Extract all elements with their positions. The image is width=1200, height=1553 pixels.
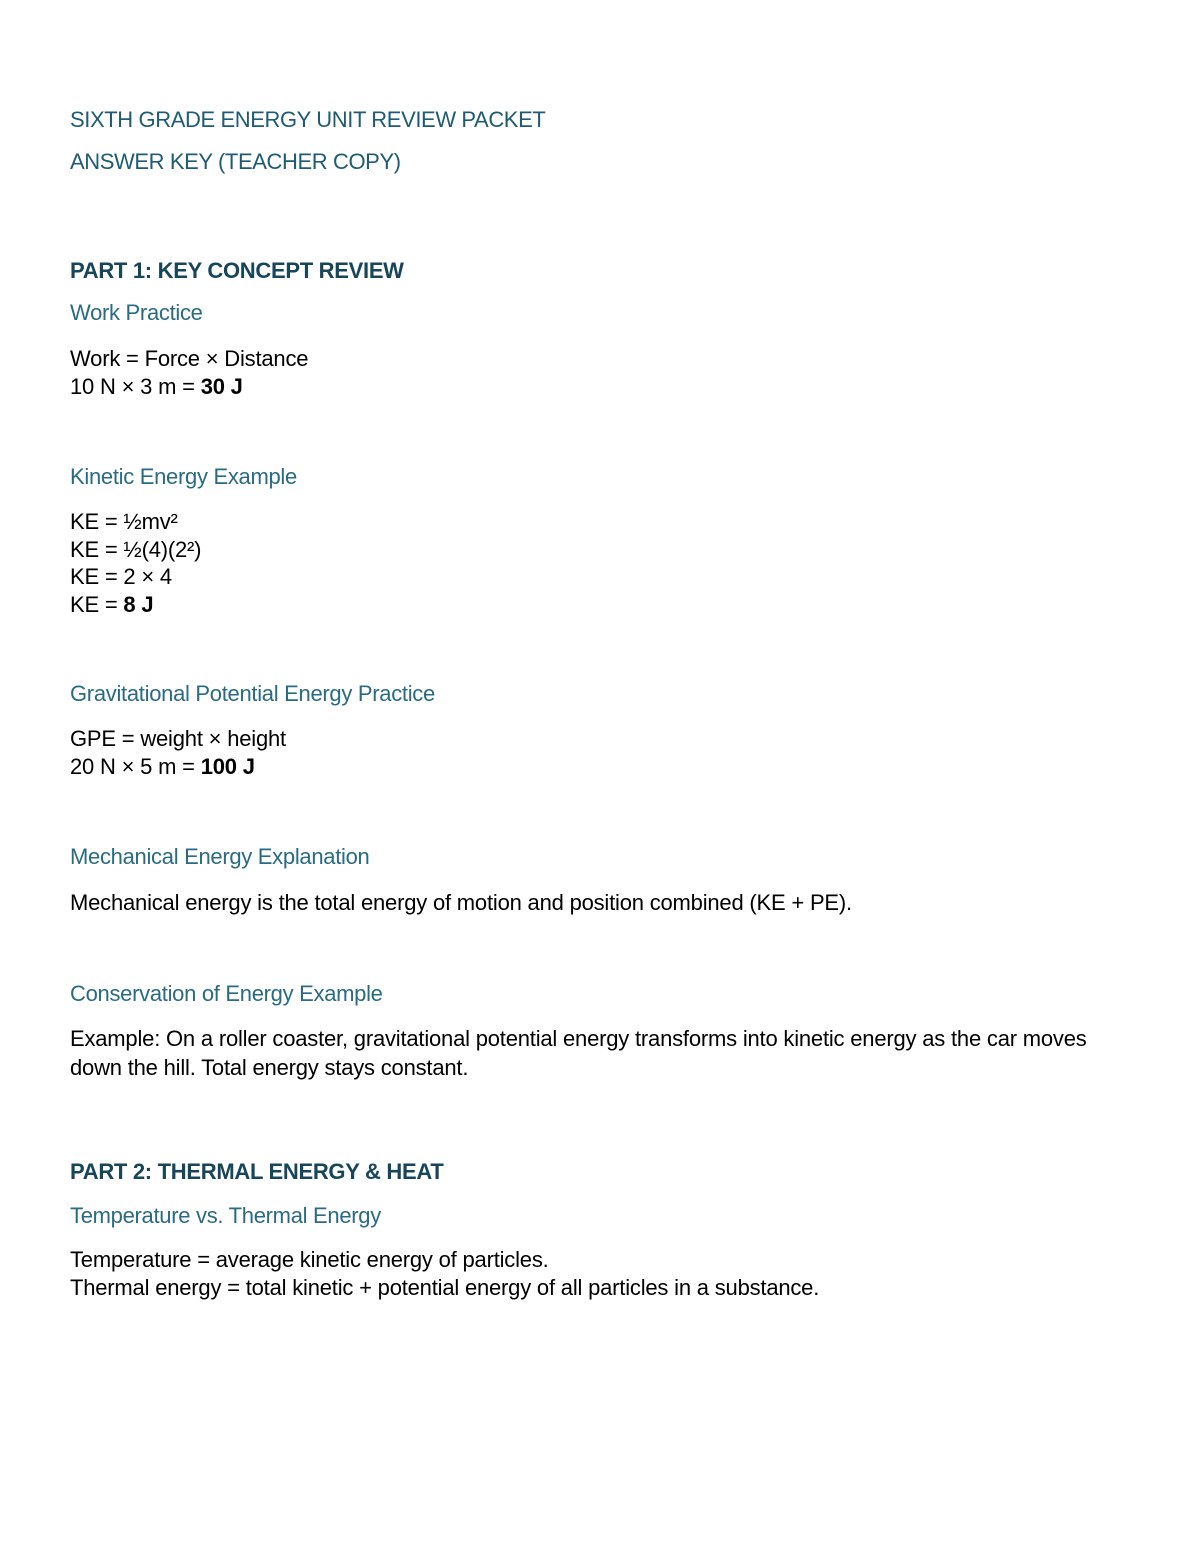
temperature-line-2: Thermal energy = total kinetic + potential energy of all particles in a substance. (70, 1274, 820, 1300)
mechanical-energy-text: Mechanical energy is the total energy of motion and position combined (KE + PE). (70, 890, 852, 915)
gpe-calc-prefix: 20 N × 5 m = (70, 753, 201, 779)
temperature-heading: Temperature vs. Thermal Energy (70, 1203, 381, 1228)
work-practice-heading: Work Practice (70, 300, 203, 325)
temperature-body (70, 1246, 819, 1301)
document-title: SIXTH GRADE ENERGY UNIT REVIEW PACKET (70, 107, 546, 132)
gpe-calculation (70, 753, 286, 781)
mechanical-energy-heading: Mechanical Energy Explanation (70, 844, 370, 869)
ke-line-3: KE = 2 × 4 (70, 564, 172, 589)
part2-heading: PART 2: THERMAL ENERGY & HEAT (70, 1159, 444, 1184)
gpe-answer: 100 J (200, 753, 255, 779)
ke-line-2: KE = ½(4)(2²) (70, 536, 202, 562)
gpe-formula: GPE = weight × height (70, 726, 286, 751)
work-calculation (70, 373, 308, 401)
kinetic-energy-body (70, 508, 201, 618)
conservation-text: Example: On a roller coaster, gravitational potential energy transforms into kinetic energy as the car moves down the hill. Total energy stays constant. (70, 1026, 1087, 1080)
kinetic-energy-heading: Kinetic Energy Example (70, 464, 297, 489)
ke-line-4 (70, 591, 201, 619)
conservation-heading: Conservation of Energy Example (70, 981, 383, 1006)
work-practice-body (70, 345, 308, 400)
work-calc-prefix: 10 N × 3 m = (70, 373, 201, 399)
work-answer: 30 J (200, 373, 243, 399)
document-subtitle: ANSWER KEY (TEACHER COPY) (70, 149, 401, 174)
ke-answer: 8 J (123, 591, 154, 617)
gpe-heading: Gravitational Potential Energy Practice (70, 681, 435, 706)
work-formula: Work = Force × Distance (70, 346, 309, 371)
gpe-body (70, 725, 286, 780)
part1-heading: PART 1: KEY CONCEPT REVIEW (70, 258, 404, 283)
temperature-line-1: Temperature = average kinetic energy of particles. (70, 1247, 549, 1272)
ke-line-1: KE = ½mv² (70, 509, 178, 534)
ke-line-4-prefix: KE = (70, 591, 124, 617)
